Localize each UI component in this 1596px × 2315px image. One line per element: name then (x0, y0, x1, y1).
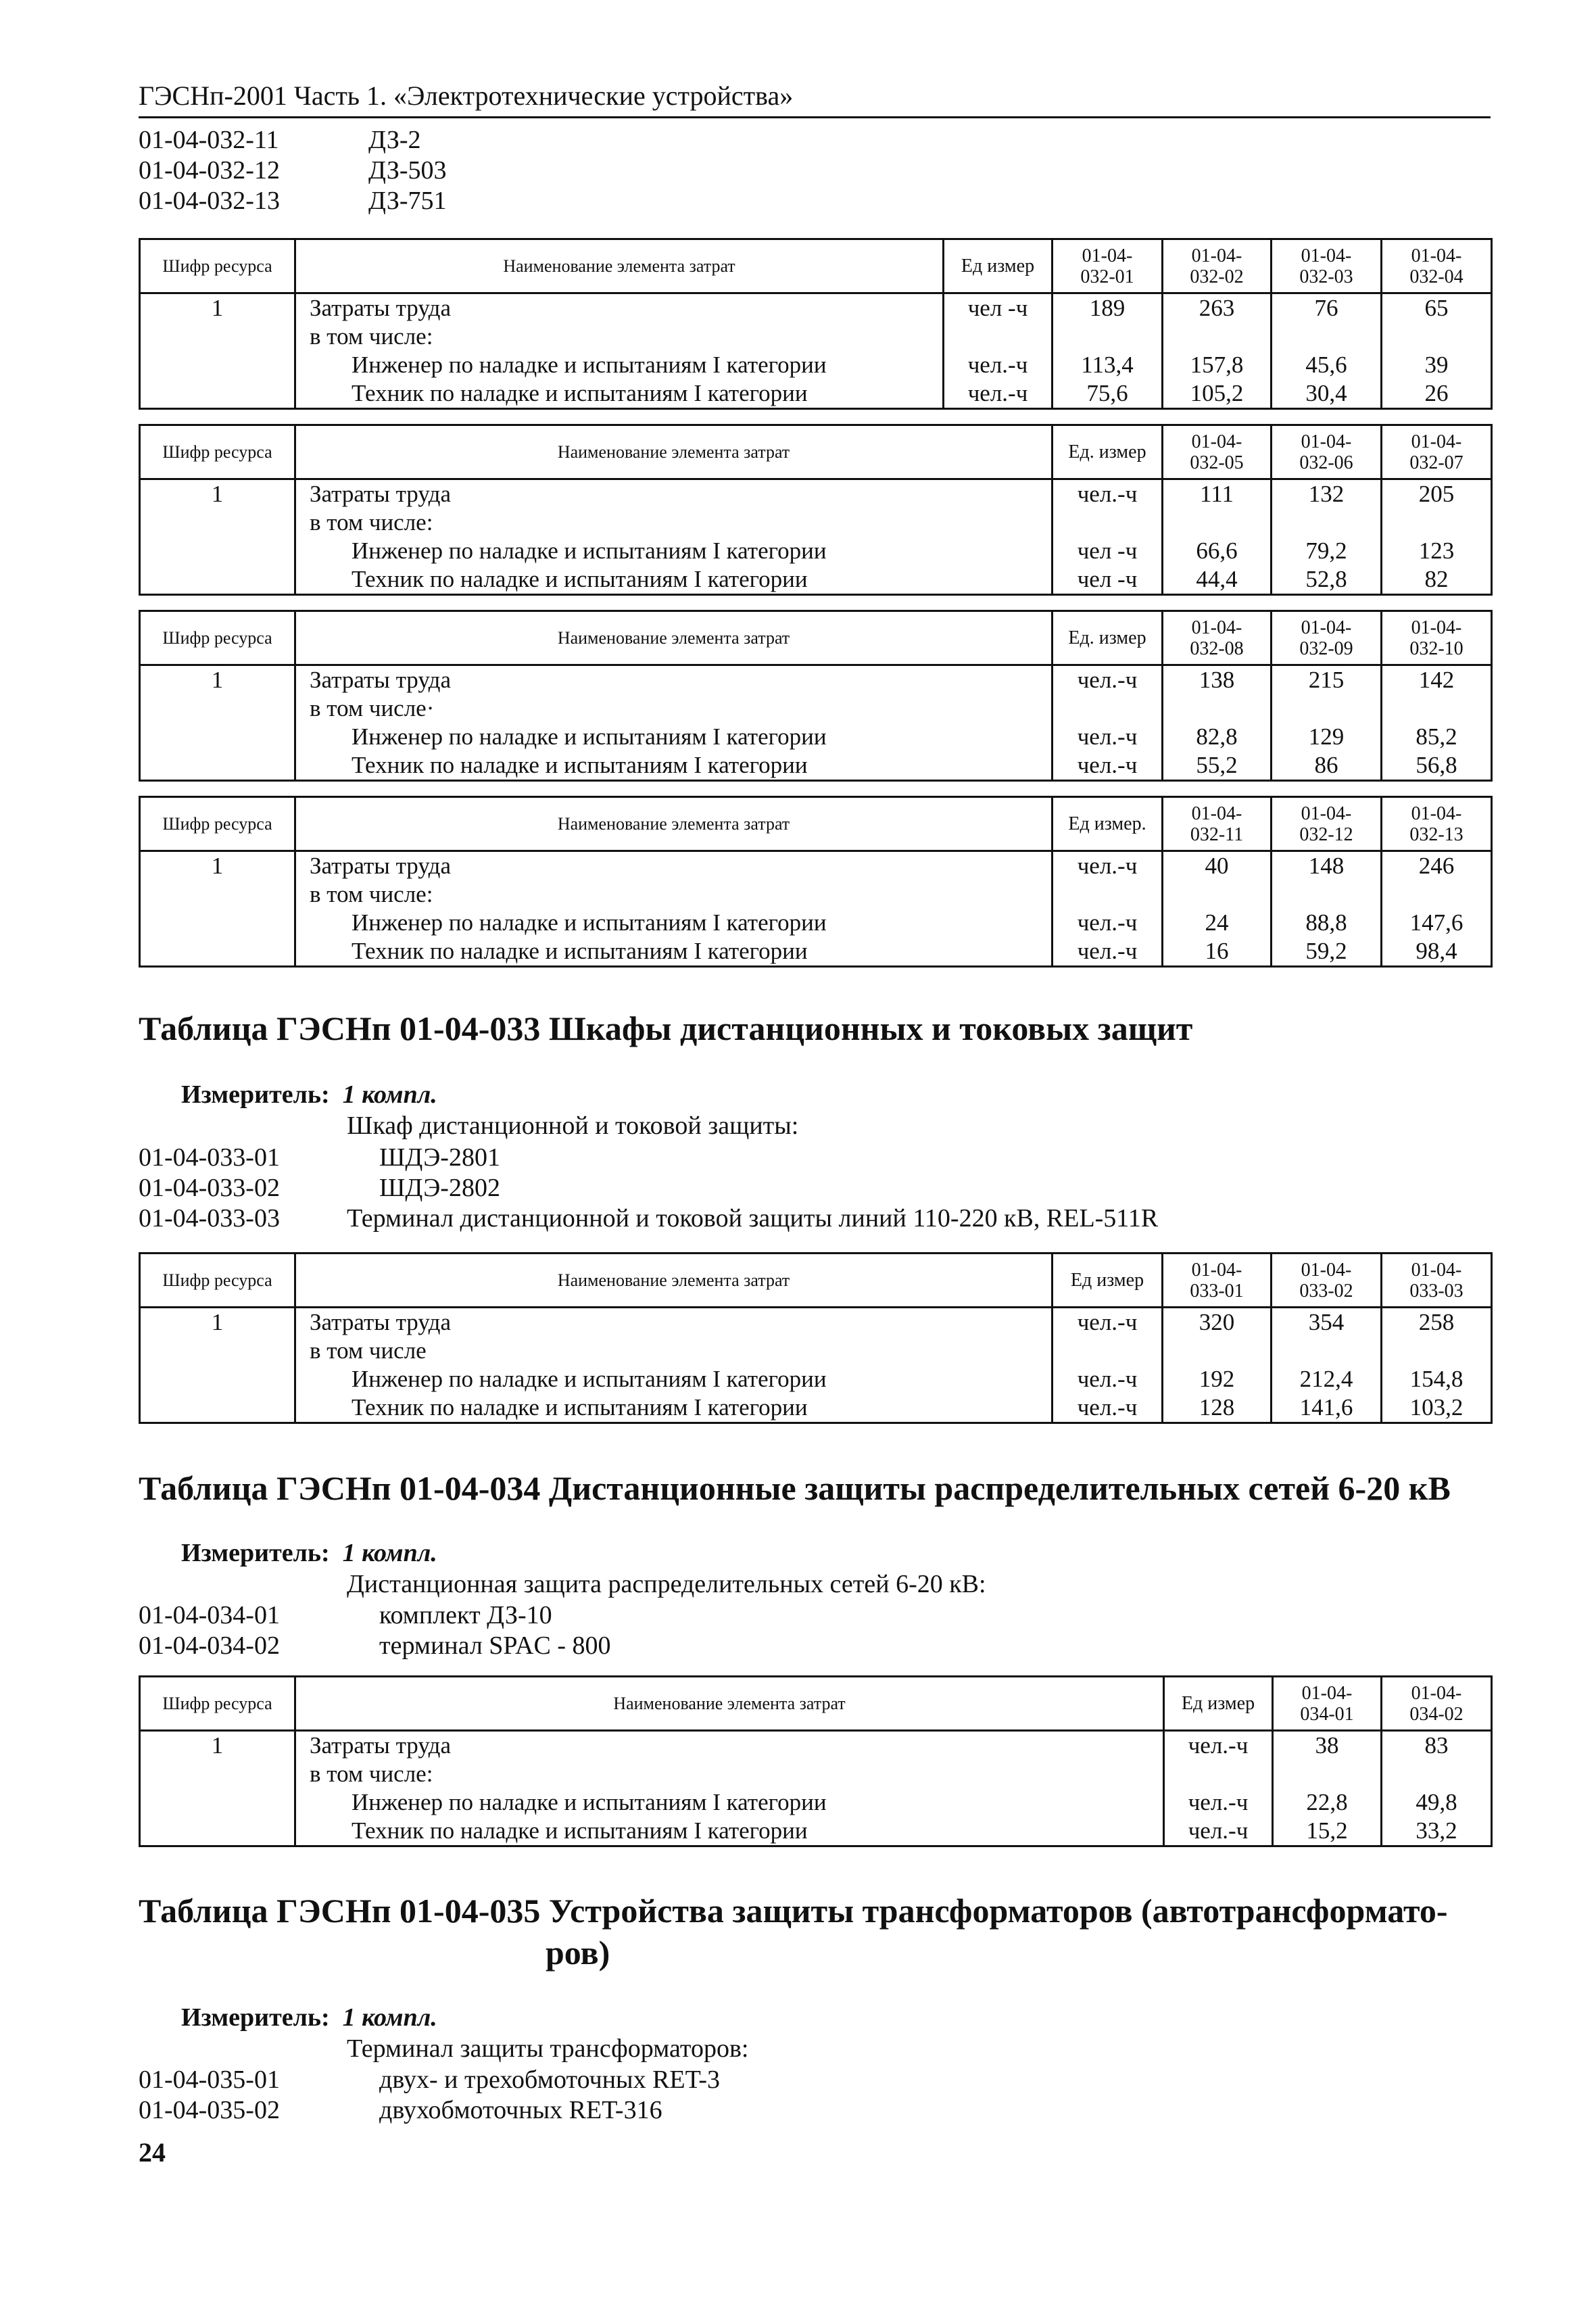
header-col: 01-04- 034-02 (1382, 1677, 1492, 1731)
table-row (140, 565, 1492, 595)
row-value: 75,6 (1053, 379, 1163, 409)
row-value: 56,8 (1382, 751, 1492, 781)
table-row (140, 379, 1492, 409)
header-col: 01-04- 032-11 (1163, 797, 1272, 851)
table-row (140, 851, 1492, 881)
header-col: 01-04- 032-01 (1053, 239, 1163, 293)
table-header-row (140, 611, 1492, 665)
row-unit: чел.-ч (1164, 1731, 1273, 1761)
header-col: 01-04- 032-04 (1382, 239, 1492, 293)
row-value: 123 (1382, 537, 1492, 565)
row-value: 320 (1163, 1308, 1272, 1337)
table-row (140, 508, 1492, 537)
measure-value: 1 компл. (342, 2003, 437, 2032)
code: 01-04-033-03 (139, 1204, 280, 1233)
row-name: Инженер по наладке и испытаниям I категории (295, 1365, 1053, 1393)
row-unit: чел.-ч (1053, 665, 1163, 695)
table-row (140, 1337, 1492, 1365)
row-value: 76 (1272, 293, 1382, 323)
section-title-035 (139, 1890, 1491, 1974)
code-row (139, 1173, 1158, 1203)
norm-table-032-05-07 (139, 424, 1493, 596)
row-value: 354 (1272, 1308, 1382, 1337)
norm-table-032-01-04 (139, 238, 1493, 410)
row-code: 1 (140, 1731, 295, 1761)
row-name: Техник по наладке и испытаниям I категории (295, 1393, 1053, 1423)
row-name: Затраты труда (295, 1731, 1164, 1761)
measure-value: 1 компл. (342, 1080, 437, 1109)
table-header-row (140, 1254, 1492, 1308)
row-value: 82 (1382, 565, 1492, 595)
row-unit: чел -ч (944, 293, 1053, 323)
code-row (139, 125, 447, 156)
row-value: 86 (1272, 751, 1382, 781)
row-name: Техник по наладке и испытаниям I категории (295, 1817, 1164, 1846)
row-name: Инженер по наладке и испытаниям I категории (295, 1788, 1164, 1817)
header-code: Шифр ресурса (140, 1677, 295, 1731)
table-row (140, 1731, 1492, 1761)
table-header-row (140, 425, 1492, 479)
table-row (140, 351, 1492, 379)
measure-line-035 (181, 2003, 437, 2033)
header-name: Наименование элемента затрат (295, 1254, 1053, 1308)
section-title-line: ров) (546, 1934, 610, 1972)
table-row (140, 537, 1492, 565)
table-row (140, 1817, 1492, 1846)
row-unit: чел.-ч (1053, 723, 1163, 751)
row-value: 66,6 (1163, 537, 1272, 565)
code-list-034 (139, 1600, 611, 1661)
measure-label: Измеритель: (181, 1080, 330, 1109)
row-name: Техник по наладке и испытаниям I категории (295, 379, 944, 409)
row-value: 79,2 (1272, 537, 1382, 565)
row-value: 82,8 (1163, 723, 1272, 751)
section-intro-033: Шкаф дистанционной и токовой защиты: (347, 1112, 799, 1140)
header-code: Шифр ресурса (140, 425, 295, 479)
row-value: 40 (1163, 851, 1272, 881)
header-code: Шифр ресурса (140, 611, 295, 665)
row-code: 1 (140, 851, 295, 881)
row-value: 147,6 (1382, 909, 1492, 937)
row-unit: чел -ч (1053, 565, 1163, 595)
code-name: терминал SPAC - 800 (379, 1631, 611, 1660)
code: 01-04-034-02 (139, 1631, 280, 1660)
row-value: 15,2 (1273, 1817, 1382, 1846)
header-col: 01-04- 033-01 (1163, 1254, 1272, 1308)
table-row (140, 694, 1492, 723)
row-value: 59,2 (1272, 937, 1382, 967)
running-header: ГЭСНп-2001 Часть 1. «Электротехнические устройства» (139, 80, 794, 111)
row-name: Затраты труда (295, 665, 1053, 695)
row-value: 205 (1382, 479, 1492, 509)
code-row (139, 1600, 611, 1631)
header-col: 01-04- 032-13 (1382, 797, 1492, 851)
row-name: Инженер по наладке и испытаниям I категории (295, 723, 1053, 751)
table-row (140, 909, 1492, 937)
row-value: 65 (1382, 293, 1492, 323)
row-unit: чел.-ч (1053, 751, 1163, 781)
table-row (140, 1760, 1492, 1788)
table-row (140, 665, 1492, 695)
table-row (140, 1393, 1492, 1423)
row-value: 26 (1382, 379, 1492, 409)
row-value: 142 (1382, 665, 1492, 695)
code: 01-04-034-01 (139, 1601, 280, 1629)
code: 01-04-035-01 (139, 2066, 280, 2094)
row-unit: чел.-ч (1164, 1817, 1273, 1846)
row-value: 30,4 (1272, 379, 1382, 409)
table-row (140, 1365, 1492, 1393)
row-unit: чел.-ч (1053, 1365, 1163, 1393)
row-value: 24 (1163, 909, 1272, 937)
row-unit: чел.-ч (944, 351, 1053, 379)
header-code: Шифр ресурса (140, 239, 295, 293)
measure-label: Измеритель: (181, 1539, 330, 1567)
header-col: 01-04- 032-06 (1272, 425, 1382, 479)
row-code: 1 (140, 293, 295, 323)
code-name: Терминал дистанционной и токовой защиты линий 110-220 кВ, REL-511R (347, 1204, 1159, 1233)
code: 01-04-032-12 (139, 156, 280, 185)
norm-table-034 (139, 1675, 1493, 1847)
table-row (140, 293, 1492, 323)
table-row (140, 751, 1492, 781)
code-name: ДЗ-2 (368, 126, 421, 154)
section-intro-034: Дистанционная защита распределительных сетей 6-20 кВ: (347, 1570, 986, 1598)
row-unit: чел.-ч (1053, 909, 1163, 937)
row-value: 212,4 (1272, 1365, 1382, 1393)
code: 01-04-032-13 (139, 187, 280, 215)
header-name: Наименование элемента затрат (295, 797, 1053, 851)
code-row (139, 186, 447, 216)
row-value: 192 (1163, 1365, 1272, 1393)
code-name: ДЗ-751 (368, 187, 447, 215)
row-value: 16 (1163, 937, 1272, 967)
table-header-row (140, 239, 1492, 293)
measure-value: 1 компл. (342, 1539, 437, 1567)
row-value: 215 (1272, 665, 1382, 695)
row-name: Техник по наладке и испытаниям I категории (295, 751, 1053, 781)
row-value: 132 (1272, 479, 1382, 509)
header-col: 01-04- 034-01 (1273, 1677, 1382, 1731)
section-title-033: Таблица ГЭСНп 01-04-033 Шкафы дистанционных и токовых защит (139, 1009, 1193, 1047)
code-row (139, 156, 447, 186)
row-code: 1 (140, 665, 295, 695)
section-intro-035: Терминал защиты трансформаторов: (347, 2034, 749, 2063)
norm-table-033 (139, 1252, 1493, 1424)
section-title-line: Таблица ГЭСНп 01-04-035 Устройства защиты трансформаторов (автотрансформато- (139, 1892, 1448, 1930)
norm-table-032-08-10 (139, 610, 1493, 782)
row-unit: чел.-ч (1053, 1393, 1163, 1423)
header-col: 01-04- 032-05 (1163, 425, 1272, 479)
table-row (140, 1308, 1492, 1337)
header-col: 01-04- 032-09 (1272, 611, 1382, 665)
row-name: Инженер по наладке и испытаниям I категории (295, 909, 1053, 937)
row-value: 55,2 (1163, 751, 1272, 781)
norm-table-032-11-13 (139, 796, 1493, 968)
row-value: 85,2 (1382, 723, 1492, 751)
row-name: Инженер по наладке и испытаниям I категории (295, 351, 944, 379)
table-header-row (140, 1677, 1492, 1731)
row-unit: чел.-ч (1053, 479, 1163, 509)
code-list-035 (139, 2065, 720, 2126)
row-value: 263 (1163, 293, 1272, 323)
code-name: двух- и трехобмоточных RET-3 (379, 2066, 721, 2094)
header-name: Наименование элемента затрат (295, 611, 1053, 665)
code-row (139, 1203, 1158, 1234)
header-unit: Ед измер (1164, 1677, 1273, 1731)
header-name: Наименование элемента затрат (295, 1677, 1164, 1731)
header-rule (139, 116, 1491, 118)
code-row (139, 1631, 611, 1661)
code: 01-04-033-01 (139, 1143, 280, 1172)
row-unit: чел.-ч (944, 379, 1053, 409)
header-unit: Ед измер. (1053, 797, 1163, 851)
code-name: двухобмоточных RET-316 (379, 2096, 662, 2124)
row-name: Техник по наладке и испытаниям I категории (295, 937, 1053, 967)
header-name: Наименование элемента затрат (295, 425, 1053, 479)
row-value: 52,8 (1272, 565, 1382, 595)
row-code: 1 (140, 479, 295, 509)
row-unit: чел -ч (1053, 537, 1163, 565)
row-name: Техник по наладке и испытаниям I категории (295, 565, 1053, 595)
header-unit: Ед измер (1053, 1254, 1163, 1308)
measure-line-034 (181, 1538, 437, 1569)
header-unit: Ед. измер (1053, 425, 1163, 479)
header-col: 01-04- 032-10 (1382, 611, 1492, 665)
row-value: 33,2 (1382, 1817, 1492, 1846)
row-unit: чел.-ч (1053, 1308, 1163, 1337)
row-value: 39 (1382, 351, 1492, 379)
row-value: 45,6 (1272, 351, 1382, 379)
row-value: 258 (1382, 1308, 1492, 1337)
row-name: Затраты труда (295, 293, 944, 323)
table-row (140, 723, 1492, 751)
measure-label: Измеритель: (181, 2003, 330, 2032)
row-value: 189 (1053, 293, 1163, 323)
code-name: ДЗ-503 (368, 156, 447, 185)
row-value: 83 (1382, 1731, 1492, 1761)
row-name: Затраты труда (295, 851, 1053, 881)
row-value: 154,8 (1382, 1365, 1492, 1393)
row-name: Затраты труда (295, 479, 1053, 509)
header-col: 01-04- 032-03 (1272, 239, 1382, 293)
header-col: 01-04- 032-07 (1382, 425, 1492, 479)
code: 01-04-035-02 (139, 2096, 280, 2124)
row-value: 103,2 (1382, 1393, 1492, 1423)
header-col: 01-04- 032-12 (1272, 797, 1382, 851)
header-col: 01-04- 033-03 (1382, 1254, 1492, 1308)
code-row (139, 1143, 1158, 1173)
code-name: ШДЭ-2802 (379, 1174, 500, 1202)
code-name: ШДЭ-2801 (379, 1143, 500, 1172)
row-name: Затраты труда (295, 1308, 1053, 1337)
row-value: 246 (1382, 851, 1492, 881)
header-name: Наименование элемента затрат (295, 239, 944, 293)
code-row (139, 2095, 720, 2126)
row-value: 98,4 (1382, 937, 1492, 967)
section-title-034: Таблица ГЭСНп 01-04-034 Дистанционные защиты распределительных сетей 6-20 кВ (139, 1469, 1451, 1507)
header-col: 01-04- 032-08 (1163, 611, 1272, 665)
page-number: 24 (139, 2137, 166, 2168)
top-code-list (139, 125, 447, 216)
row-value: 22,8 (1273, 1788, 1382, 1817)
header-col: 01-04- 032-02 (1163, 239, 1272, 293)
row-value: 113,4 (1053, 351, 1163, 379)
row-value: 138 (1163, 665, 1272, 695)
row-value: 44,4 (1163, 565, 1272, 595)
row-name: Инженер по наладке и испытаниям I категории (295, 537, 1053, 565)
table-row (140, 479, 1492, 509)
row-value: 49,8 (1382, 1788, 1492, 1817)
row-value: 148 (1272, 851, 1382, 881)
row-name: в том числе (295, 1337, 1053, 1365)
row-value: 157,8 (1163, 351, 1272, 379)
row-value: 105,2 (1163, 379, 1272, 409)
header-unit: Ед. измер (1053, 611, 1163, 665)
code-row (139, 2065, 720, 2095)
header-unit: Ед измер (944, 239, 1053, 293)
row-value: 141,6 (1272, 1393, 1382, 1423)
table-row (140, 1788, 1492, 1817)
code-list-033 (139, 1143, 1158, 1234)
row-name: в том числе: (295, 323, 944, 351)
row-name: в том числе· (295, 694, 1053, 723)
row-name: в том числе: (295, 508, 1053, 537)
row-value: 128 (1163, 1393, 1272, 1423)
row-value: 129 (1272, 723, 1382, 751)
table-row (140, 323, 1492, 351)
header-code: Шифр ресурса (140, 1254, 295, 1308)
table-row (140, 880, 1492, 909)
row-code: 1 (140, 1308, 295, 1337)
row-unit: чел.-ч (1053, 937, 1163, 967)
header-code: Шифр ресурса (140, 797, 295, 851)
measure-line-033 (181, 1080, 437, 1110)
row-value: 38 (1273, 1731, 1382, 1761)
row-unit: чел.-ч (1053, 851, 1163, 881)
row-name: в том числе: (295, 1760, 1164, 1788)
code-name: комплект ДЗ-10 (379, 1601, 552, 1629)
row-unit: чел.-ч (1164, 1788, 1273, 1817)
table-header-row (140, 797, 1492, 851)
header-col: 01-04- 033-02 (1272, 1254, 1382, 1308)
table-row (140, 937, 1492, 967)
code: 01-04-033-02 (139, 1174, 280, 1202)
code: 01-04-032-11 (139, 126, 279, 154)
row-value: 88,8 (1272, 909, 1382, 937)
row-value: 111 (1163, 479, 1272, 509)
row-name: в том числе: (295, 880, 1053, 909)
